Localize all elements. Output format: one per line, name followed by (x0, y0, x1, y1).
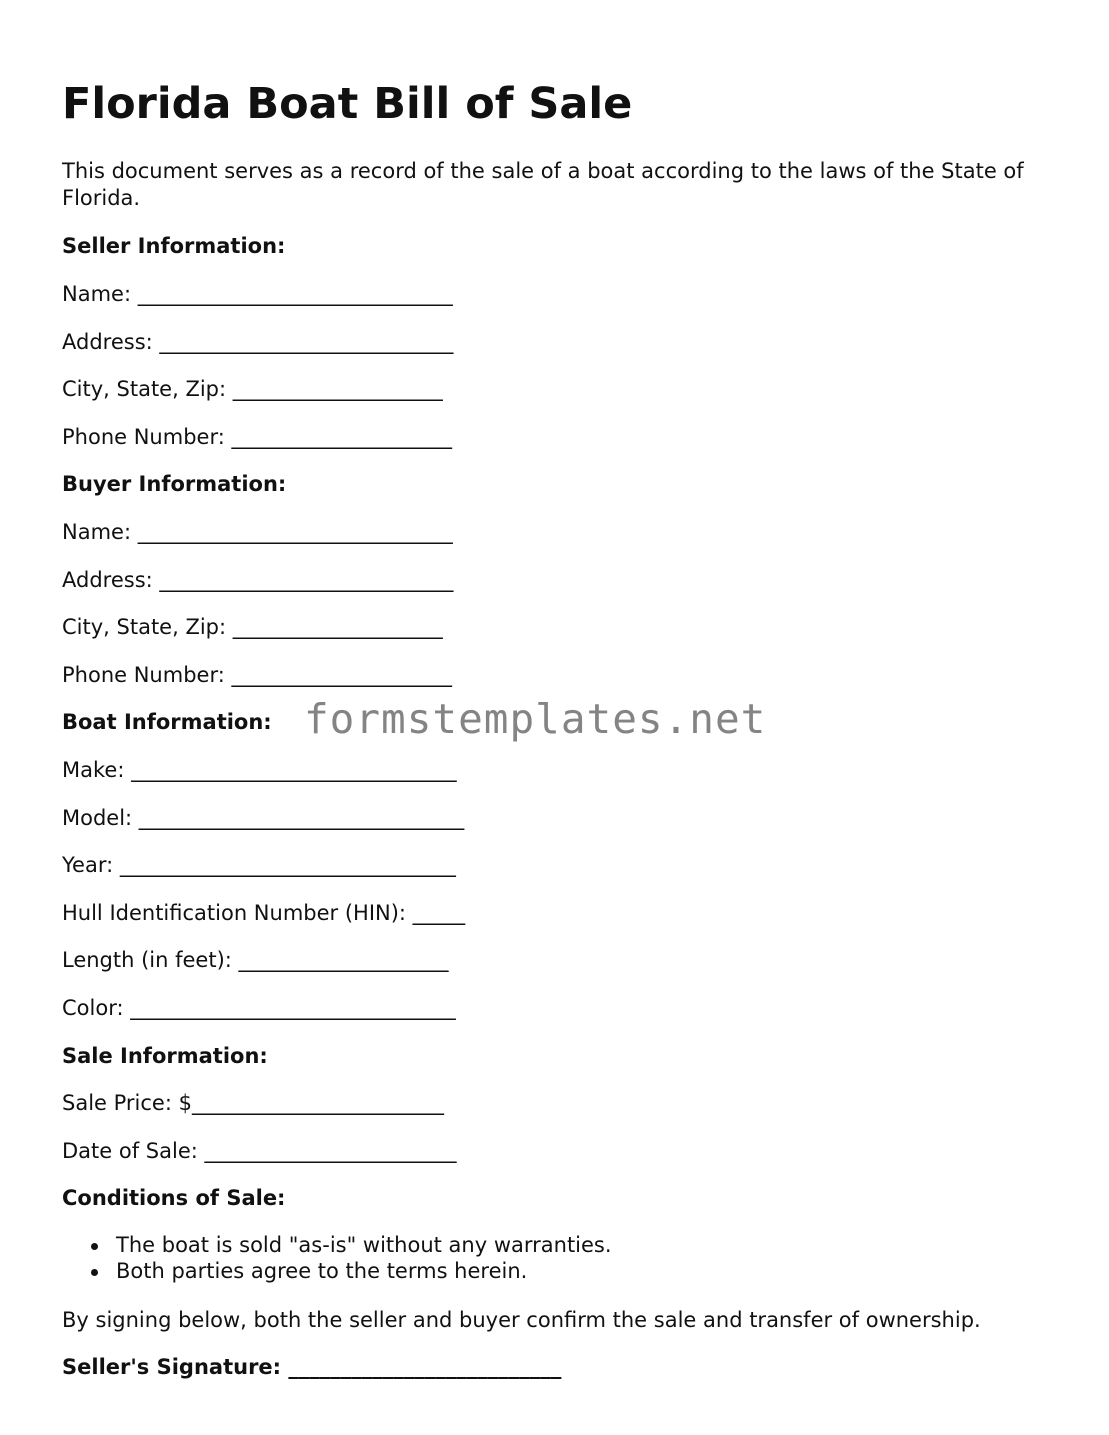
list-item (62, 1232, 612, 1258)
condition-text: The boat is sold "as-is" without any warranties. (116, 1233, 612, 1257)
buyer-city-state-zip-field: City, State, Zip: ____________________ (62, 615, 443, 639)
sale-date-field: Date of Sale: ________________________ (62, 1139, 457, 1163)
buyer-address-field: Address: ____________________________ (62, 568, 454, 592)
document-title: Florida Boat Bill of Sale (62, 79, 633, 129)
boat-year-field: Year: ________________________________ (62, 853, 456, 877)
seller-phone-field: Phone Number: _____________________ (62, 425, 452, 449)
sale-price-field: Sale Price: $________________________ (62, 1091, 444, 1115)
list-item (62, 1258, 612, 1284)
buyer-phone-field: Phone Number: _____________________ (62, 663, 452, 687)
watermark: formstemplates.net (304, 695, 767, 743)
boat-color-field: Color: _______________________________ (62, 996, 456, 1020)
conditions-list (62, 1232, 612, 1284)
seller-heading: Seller Information: (62, 234, 286, 258)
buyer-heading: Buyer Information: (62, 472, 287, 496)
seller-city-state-zip-field: City, State, Zip: ____________________ (62, 377, 443, 401)
sale-heading: Sale Information: (62, 1044, 268, 1068)
bullet-icon (91, 1243, 98, 1250)
boat-length-field: Length (in feet): ____________________ (62, 948, 449, 972)
boat-model-field: Model: _______________________________ (62, 806, 465, 830)
boat-heading: Boat Information: (62, 710, 272, 734)
conditions-heading: Conditions of Sale: (62, 1186, 286, 1210)
boat-make-field: Make: _______________________________ (62, 758, 457, 782)
seller-address-field: Address: ____________________________ (62, 330, 454, 354)
boat-hin-field: Hull Identification Number (HIN): _____ (62, 901, 466, 925)
buyer-name-field: Name: ______________________________ (62, 520, 453, 544)
bullet-icon (91, 1269, 98, 1276)
intro-paragraph: This document serves as a record of the sale of a boat according to the laws of the State of Florida. (62, 159, 1024, 210)
seller-signature-line: Seller's Signature: __________________________ (62, 1355, 562, 1379)
condition-text: Both parties agree to the terms herein. (116, 1259, 528, 1283)
confirmation-statement: By signing below, both the seller and buyer confirm the sale and transfer of ownership. (62, 1308, 981, 1332)
seller-name-field: Name: ______________________________ (62, 282, 453, 306)
